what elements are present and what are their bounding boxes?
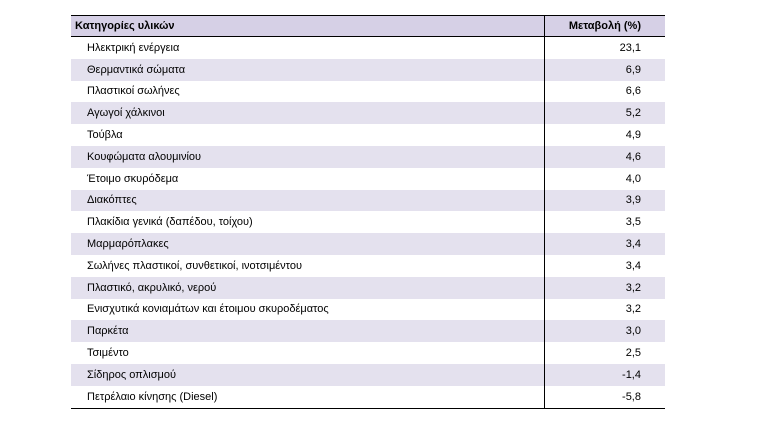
row-category: Πετρέλαιο κίνησης (Diesel) [71,386,544,408]
table-row [71,342,665,364]
row-change: 2,5 [544,342,665,364]
table-row [71,81,665,103]
row-change: 3,4 [544,233,665,255]
row-change: -1,4 [544,364,665,386]
row-category: Ηλεκτρική ενέργεια [71,37,544,59]
row-change: 4,9 [544,124,665,146]
table-row [71,299,665,321]
row-category: Πλαστικοί σωλήνες [71,81,544,103]
row-change: -5,8 [544,386,665,408]
row-change: 4,0 [544,168,665,190]
row-change: 3,9 [544,190,665,212]
materials-change-table-container [71,15,665,409]
row-change: 5,2 [544,102,665,124]
row-change: 23,1 [544,37,665,59]
row-category: Αγωγοί χάλκινοι [71,102,544,124]
table-header-row [71,16,665,37]
row-change: 3,0 [544,320,665,342]
table-row [71,102,665,124]
materials-change-table [71,15,665,409]
row-category: Κουφώματα αλουμινίου [71,146,544,168]
table-row [71,320,665,342]
row-change: 6,9 [544,59,665,81]
row-category: Πλαστικό, ακρυλικό, νερού [71,277,544,299]
row-category: Ενισχυτικά κονιαμάτων και έτοιμου σκυροδέματος [71,299,544,321]
table-row [71,255,665,277]
row-category: Θερμαντικά σώματα [71,59,544,81]
row-change: 3,5 [544,211,665,233]
row-category: Σωλήνες πλαστικοί, συνθετικοί, ινοτσιμέντου [71,255,544,277]
table-row [71,168,665,190]
row-change: 3,2 [544,299,665,321]
header-category: Κατηγορίες υλικών [71,16,544,37]
table-row [71,146,665,168]
row-category: Μαρμαρόπλακες [71,233,544,255]
table-row [71,386,665,408]
row-category: Τούβλα [71,124,544,146]
row-change: 6,6 [544,81,665,103]
row-category: Πλακίδια γενικά (δαπέδου, τοίχου) [71,211,544,233]
row-change: 3,4 [544,255,665,277]
table-row [71,124,665,146]
row-category: Παρκέτα [71,320,544,342]
table-row [71,277,665,299]
row-change: 4,6 [544,146,665,168]
row-category: Διακόπτες [71,190,544,212]
table-row [71,37,665,59]
row-category: Έτοιμο σκυρόδεμα [71,168,544,190]
table-row [71,233,665,255]
table-row [71,364,665,386]
row-category: Σίδηρος οπλισμού [71,364,544,386]
row-change: 3,2 [544,277,665,299]
table-row [71,190,665,212]
header-change-percent: Μεταβολή (%) [544,16,665,37]
table-row [71,211,665,233]
row-category: Τσιμέντο [71,342,544,364]
table-row [71,59,665,81]
